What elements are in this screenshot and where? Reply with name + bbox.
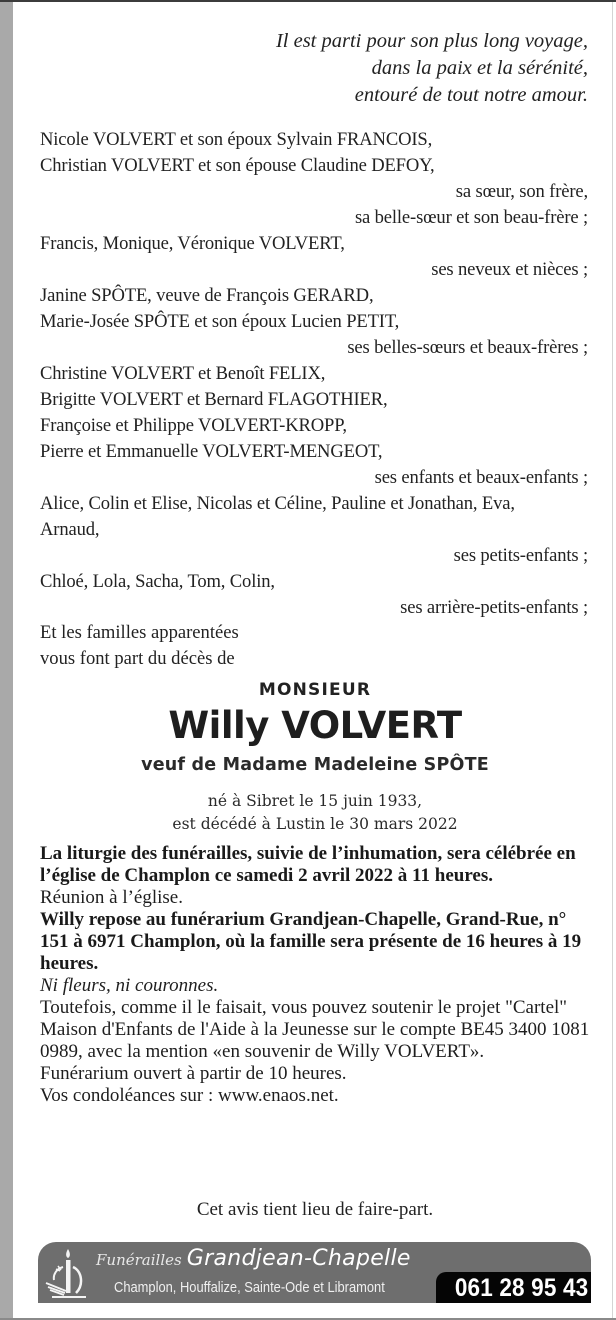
phone-number[interactable]: 061 28 95 43 [454,1274,588,1302]
funeral-service-info: La liturgie des funérailles, suivie de l’inhumation, sera célébrée en l’église de Champlon ce samedi 2 avril 2022 à 11 heures. [40,843,576,886]
quote-line: Il est parti pour son plus long voyage, [275,30,588,52]
family-member-line: Christine VOLVERT et Benoît FELIX, [40,363,326,384]
relation-label: sa belle-sœur et son beau-frère ; [354,207,588,228]
meeting-point: Réunion à l’église. [40,887,183,908]
relation-label: ses arrière-petits-enfants ; [400,597,588,618]
honorific: MONSIEUR [258,680,372,700]
family-member-line: Chloé, Lola, Sacha, Tom, Colin, [40,571,275,592]
funeral-home-banner[interactable] [38,1242,591,1303]
funeral-details [40,843,596,1107]
announcement-intro [40,620,588,672]
family-member-line: Christian VOLVERT et son épouse Claudine DEFOY, [40,155,435,176]
family-member-line: Brigitte VOLVERT et Bernard FLAGOTHIER, [40,389,388,410]
relation-label: ses neveux et nièces ; [431,259,588,280]
widow-of: veuf de Madame Madeleine SPÔTE [141,755,489,775]
birth-death-dates [20,790,610,836]
relation-label: ses enfants et beaux-enfants ; [374,467,588,488]
condolences-link[interactable]: Vos condoléances sur : www.enaos.net. [40,1085,339,1106]
top-border [0,0,616,2]
announce-line: Et les familles apparentées [40,622,239,643]
death-info: est décédé à Lustin le 30 mars 2022 [172,815,458,833]
epigraph-quote [276,28,588,109]
announce-line: vous font part du décès de [40,648,235,669]
family-member-line: Francis, Monique, Véronique VOLVERT, [40,233,345,254]
birth-info: né à Sibret le 15 juin 1933, [207,792,423,810]
family-member-line: Alice, Colin et Elise, Nicolas et Céline, Pauline et Jonathan, Eva, [40,493,515,514]
no-flowers-note: Ni fleurs, ni couronnes. [40,975,219,996]
candle-wheat-icon [44,1245,92,1301]
quote-line: entouré de tout notre amour. [354,84,588,106]
left-margin-bar [0,2,13,1318]
relation-label: ses belles-sœurs et beaux-frères ; [347,337,588,358]
right-border [612,2,613,1318]
brand-line [96,1246,411,1271]
family-member-line: Janine SPÔTE, veuve de François GERARD, [40,285,374,306]
family-member-line: Françoise et Philippe VOLVERT-KROPP, [40,415,347,436]
quote-line: dans la paix et la sérénité, [371,57,588,79]
donation-info: Toutefois, comme il le faisait, vous pouvez soutenir le projet "Cartel" Maison d'Enfants de l'Aide à la Jeunesse sur le compte BE45 3400 1081 0989, avec la mention «en souvenir de Willy VOLVERT». [40,997,590,1062]
family-member-line: Nicole VOLVERT et son époux Sylvain FRANCOIS, [40,129,433,150]
family-member-line: Marie-Josée SPÔTE et son époux Lucien PETIT, [40,311,400,332]
brand-locations: Champlon, Houffalize, Sainte-Ode et Libramont [114,1279,385,1296]
family-member-line: Pierre et Emmanuelle VOLVERT-MENGEOT, [40,441,383,462]
deceased-name: Willy VOLVERT [168,704,462,747]
opening-hours: Funérarium ouvert à partir de 10 heures. [40,1063,347,1084]
brand-prefix: Funérailles [96,1251,182,1269]
relation-label: ses petits-enfants ; [453,545,588,566]
funeral-home-info: Willy repose au funérarium Grandjean-Chapelle, Grand-Rue, n° 151 à 6971 Champlon, où la famille sera présente de 16 heures à 19 heures. [40,909,582,974]
brand-name: Grandjean-Chapelle [186,1246,411,1271]
closing-note: Cet avis tient lieu de faire-part. [196,1199,434,1220]
family-list [40,127,588,621]
family-member-line: Arnaud, [40,519,100,540]
relation-label: sa sœur, son frère, [455,181,588,202]
